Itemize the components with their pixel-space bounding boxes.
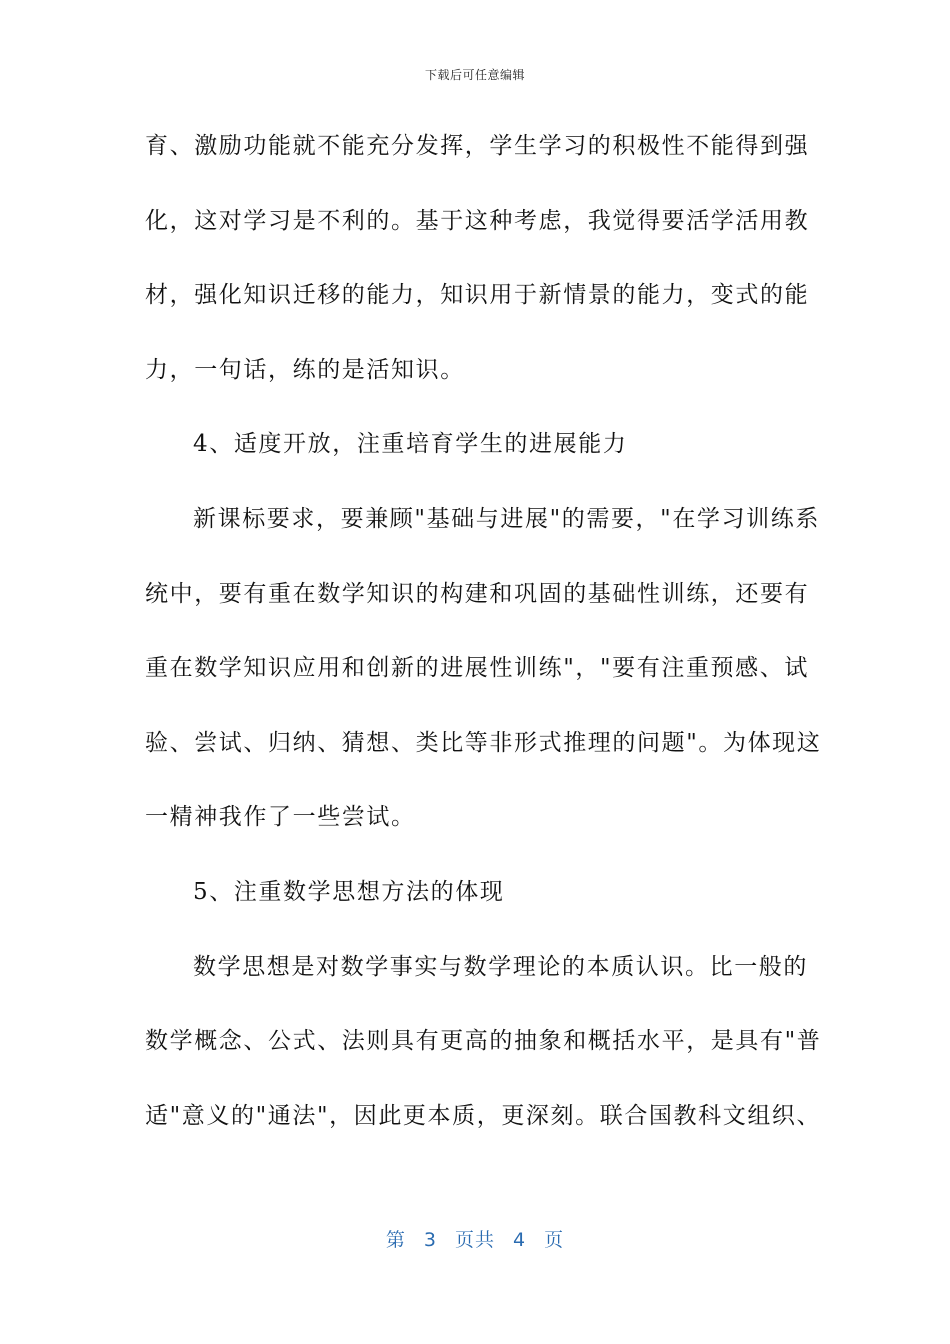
text-line: 数学思想是对数学事实与数学理论的本质认识。比一般的 [193,953,808,980]
text-line: 育、激励功能就不能充分发挥，学生学习的积极性不能得到强 [145,133,810,159]
text-line: 新课标要求，要兼顾"基础与进展"的需要，"在学习训练系 [193,505,820,532]
total-pages-number: 4 [513,1229,527,1251]
text-line: 数学概念、公式、法则具有更高的抽象和概括水平，是具有"普 [145,1028,822,1055]
text-line: 统中，要有重在数学知识的构建和巩固的基础性训练，还要有 [145,580,810,607]
body-text [145,122,822,1166]
page-footer [0,1225,950,1252]
text-line: 材，强化知识迁移的能力，知识用于新情景的能力，变式的能 [145,282,810,309]
current-page-number: 3 [423,1229,437,1251]
text-line: 化，这对学习是不利的。基于这种考虑，我觉得要活学活用教 [145,207,810,234]
text-line: 适"意义的"通法"，因此更本质，更深刻。联合国教科文组织、 [145,1102,822,1129]
section-heading: 5、注重数学思想方法的体现 [193,878,505,905]
footer-prefix: 第 [385,1229,406,1251]
header-note: 下载后可任意编辑 [424,68,525,82]
footer-middle: 页共 [454,1229,495,1251]
text-line: 一精神我作了一些尝试。 [145,804,416,831]
footer-suffix: 页 [544,1229,565,1251]
text-line: 重在数学知识应用和创新的进展性训练"，"要有注重预感、试 [145,655,809,682]
text-line: 力，一句话，练的是活知识。 [145,356,465,383]
text-line: 验、尝试、归纳、猜想、类比等非形式推理的问题"。为体现这 [145,729,822,756]
section-heading: 4、适度开放，注重培育学生的进展能力 [193,431,628,458]
